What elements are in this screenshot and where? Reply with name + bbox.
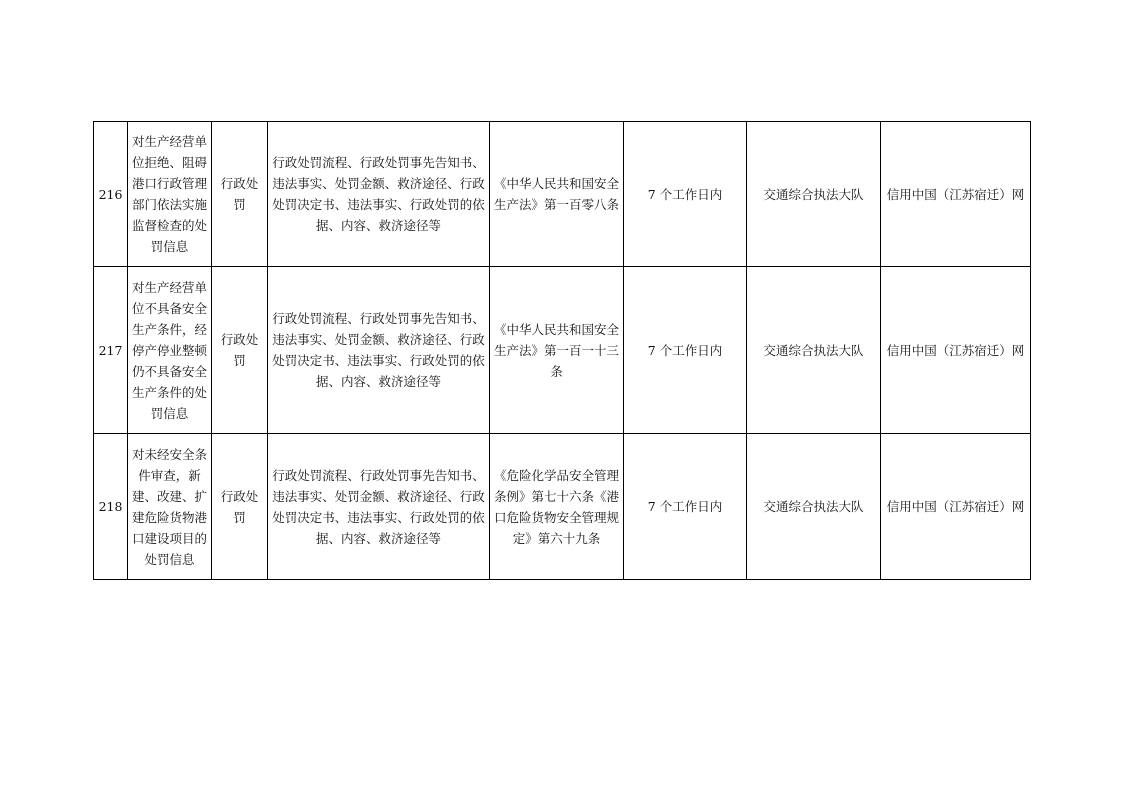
item-category: 行政处罚 (212, 267, 268, 434)
item-category: 行政处罚 (212, 434, 268, 580)
disclosure-item: 对生产经营单位不具备安全生产条件，经停产停业整顿仍不具备安全生产条件的处罚信息 (128, 267, 212, 434)
disclosure-time-limit: 7 个工作日内 (624, 122, 747, 267)
disclosure-channel: 信用中国（江苏宿迁）网 (881, 434, 1031, 580)
disclosure-content: 行政处罚流程、行政处罚事先告知书、违法事实、处罚金额、救济途径、行政处罚决定书、违法事实、行政处罚的依据、内容、救济途径等 (268, 434, 490, 580)
disclosure-item: 对未经安全条件审查，新建、改建、扩建危险货物港口建设项目的处罚信息 (128, 434, 212, 580)
responsible-department: 交通综合执法大队 (747, 434, 881, 580)
table-row (94, 267, 1031, 434)
disclosure-content: 行政处罚流程、行政处罚事先告知书、违法事实、处罚金额、救济途径、行政处罚决定书、违法事实、行政处罚的依据、内容、救济途径等 (268, 267, 490, 434)
row-number: 217 (94, 267, 128, 434)
responsible-department: 交通综合执法大队 (747, 267, 881, 434)
disclosure-item: 对生产经营单位拒绝、阻碍港口行政管理部门依法实施监督检查的处罚信息 (128, 122, 212, 267)
disclosure-time-limit: 7 个工作日内 (624, 267, 747, 434)
disclosure-channel: 信用中国（江苏宿迁）网 (881, 267, 1031, 434)
legal-basis: 《危险化学品安全管理条例》第七十六条《港口危险货物安全管理规定》第六十九条 (490, 434, 624, 580)
disclosure-time-limit: 7 个工作日内 (624, 434, 747, 580)
legal-basis: 《中华人民共和国安全生产法》第一百零八条 (490, 122, 624, 267)
row-number: 216 (94, 122, 128, 267)
disclosure-channel: 信用中国（江苏宿迁）网 (881, 122, 1031, 267)
item-category: 行政处罚 (212, 122, 268, 267)
row-number: 218 (94, 434, 128, 580)
responsible-department: 交通综合执法大队 (747, 122, 881, 267)
table-row (94, 122, 1031, 267)
disclosure-table (93, 121, 1031, 580)
disclosure-content: 行政处罚流程、行政处罚事先告知书、违法事实、处罚金额、救济途径、行政处罚决定书、违法事实、行政处罚的依据、内容、救济途径等 (268, 122, 490, 267)
table-row (94, 434, 1031, 580)
legal-basis: 《中华人民共和国安全生产法》第一百一十三条 (490, 267, 624, 434)
